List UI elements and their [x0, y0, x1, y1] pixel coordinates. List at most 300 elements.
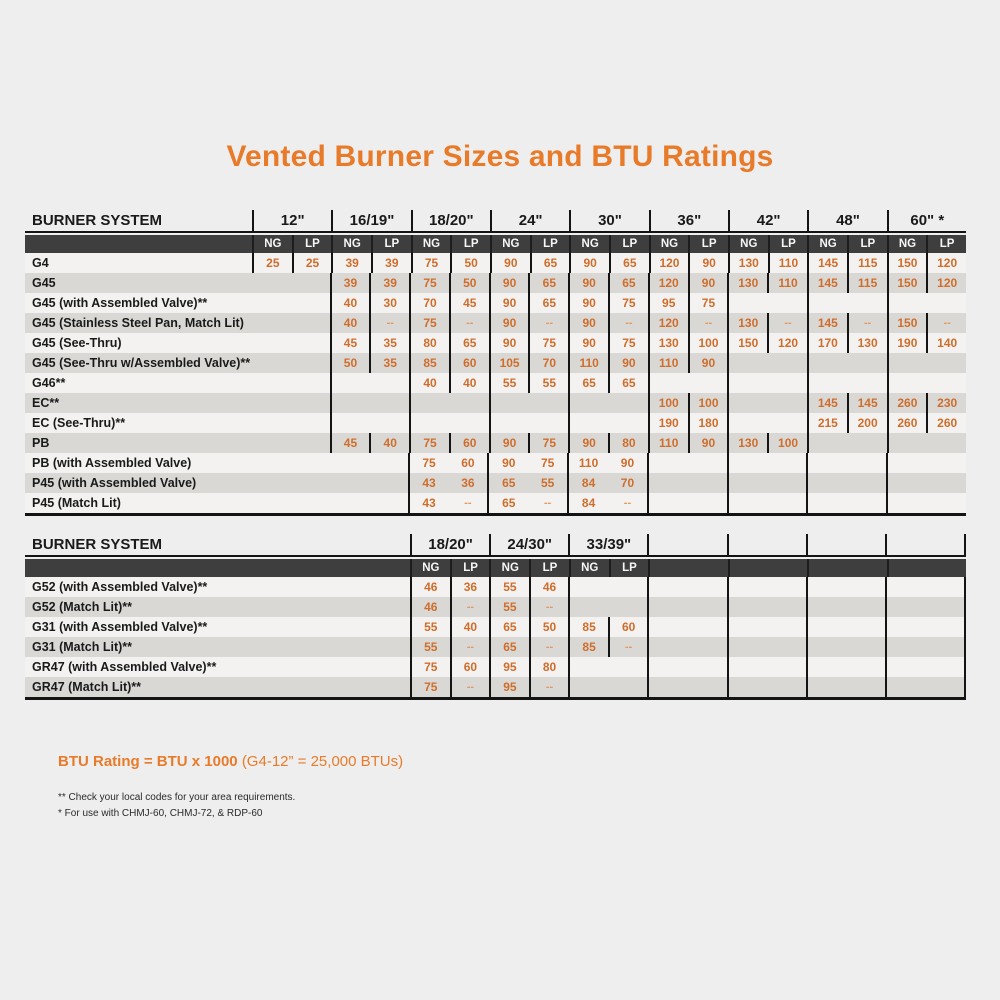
size-group-cell	[330, 493, 408, 513]
btu-value-ng	[491, 413, 530, 433]
btu-value-ng	[570, 413, 609, 433]
btu-value-lp: 60	[621, 620, 636, 634]
btu-value-ng	[729, 393, 768, 413]
btu-value-lp: 110	[778, 256, 799, 270]
burner-name: GR47 (Match Lit)**	[32, 680, 142, 694]
btu-value-ng	[252, 313, 291, 333]
size-group-cell	[568, 433, 648, 453]
table-row	[25, 373, 966, 393]
fuel-header-ng: NG	[413, 235, 453, 253]
btu-value-ng	[649, 453, 688, 473]
btu-value-ng: 260	[889, 413, 929, 433]
btu-value-lp: 36	[461, 476, 475, 490]
size-group-cell	[252, 273, 330, 293]
size-group-cell	[330, 273, 410, 293]
btu-value-ng: 75	[422, 456, 436, 470]
table1-rows	[25, 253, 966, 513]
btu-value-ng	[729, 597, 768, 617]
btu-value-ng: 65	[570, 373, 610, 393]
size-group-cell	[649, 253, 728, 273]
btu-value-lp	[688, 677, 727, 697]
btu-value-lp	[291, 473, 330, 493]
burner-name: G52 (Match Lit)**	[32, 600, 133, 614]
btu-value-lp: 40	[463, 620, 478, 634]
btu-value-ng	[808, 473, 847, 493]
btu-value-ng: 215	[809, 413, 849, 433]
size-group-cell	[648, 413, 728, 433]
btu-value-lp	[291, 353, 330, 373]
btu-value-lp	[927, 293, 966, 313]
size-group-cell	[330, 333, 410, 353]
btu-value-ng	[808, 597, 847, 617]
size-group-cell	[887, 433, 967, 453]
btu-value-lp	[291, 313, 330, 333]
btu-value-ng: 85	[570, 617, 610, 637]
btu-value-lp: --	[863, 317, 872, 329]
size-group-cell	[411, 253, 490, 273]
size-group-cell	[807, 373, 887, 393]
fuel-bar-spacer	[25, 235, 252, 253]
btu-value-ng	[252, 413, 291, 433]
btu-value-lp	[768, 493, 807, 513]
size-group-cell	[727, 313, 807, 333]
btu-value-lp: 36	[463, 580, 478, 594]
size-group-cell	[887, 313, 967, 333]
btu-value-lp: 65	[542, 296, 557, 310]
size-group-cell	[648, 273, 728, 293]
btu-value-lp: 115	[857, 276, 878, 290]
btu-value-ng: 150	[889, 253, 929, 273]
btu-value-ng: 55	[412, 617, 452, 637]
btu-value-ng: 150	[889, 313, 929, 333]
btu-value-lp	[767, 577, 806, 597]
size-group-cell	[727, 493, 807, 513]
size-group-cell	[489, 353, 569, 373]
btu-value-lp: 46	[542, 580, 557, 594]
fuel-header-ng: NG	[492, 235, 532, 253]
btu-value-lp: 130	[857, 336, 878, 350]
size-group-cell	[252, 293, 330, 313]
size-group-cell	[648, 333, 728, 353]
btu-value-ng	[729, 493, 768, 513]
table-row	[25, 293, 966, 313]
btu-value-ng	[252, 293, 291, 313]
btu-value-lp: 75	[622, 296, 636, 310]
btu-value-lp	[847, 473, 886, 493]
btu-value-lp	[369, 493, 408, 513]
btu-value-lp: 100	[778, 436, 799, 450]
burner-name: G45 (See-Thru)	[32, 336, 122, 350]
size-group-cell	[807, 273, 887, 293]
btu-value-lp: 70	[542, 356, 557, 370]
size-header	[885, 534, 966, 555]
table-row	[25, 577, 966, 597]
fuel-header-group	[887, 559, 966, 577]
btu-value-lp: 115	[858, 256, 878, 270]
size-group-cell	[807, 393, 887, 413]
fuel-header-lp: LP	[543, 238, 558, 250]
fuel-header-group	[569, 559, 648, 577]
btu-value-ng: 100	[650, 393, 690, 413]
btu-value-lp: 55	[541, 476, 555, 490]
btu-value-ng	[252, 373, 291, 393]
btu-value-ng: 90	[570, 433, 610, 453]
size-group-cell	[568, 597, 647, 617]
size-group-cell	[887, 293, 967, 313]
btu-value-ng: 110	[650, 433, 690, 453]
btu-value-lp: --	[545, 641, 554, 653]
btu-value-ng: 260	[889, 393, 929, 413]
btu-value-lp: --	[386, 317, 394, 329]
size-group-cell	[409, 293, 489, 313]
table-row	[25, 617, 966, 637]
btu-value-ng: 46	[412, 597, 452, 617]
btu-value-ng	[887, 677, 926, 697]
size-header	[806, 534, 885, 555]
btu-value-ng	[252, 453, 291, 473]
btu-value-ng: 70	[411, 293, 451, 313]
page-title: Vented Burner Sizes and BTU Ratings	[226, 140, 774, 173]
btu-value-lp: 60	[461, 456, 475, 470]
btu-value-lp: 145	[857, 396, 878, 410]
btu-value-ng: 55	[491, 577, 531, 597]
size-group-cell	[886, 453, 966, 473]
btu-value-ng: 95	[491, 657, 531, 677]
btu-value-ng: 90	[491, 313, 531, 333]
btu-value-lp: --	[943, 317, 951, 329]
fuel-header-group	[649, 235, 728, 253]
btu-value-lp	[768, 453, 807, 473]
fuel-header-lp: LP	[305, 238, 320, 250]
size-group-cell	[409, 313, 489, 333]
size-group-cell	[489, 677, 568, 697]
btu-value-ng: 190	[650, 413, 690, 433]
btu-value-lp	[291, 433, 330, 453]
size-group-cell	[568, 293, 648, 313]
size-group-cell	[727, 433, 807, 453]
btu-value-lp	[927, 373, 966, 393]
fuel-header-lp: LP	[384, 238, 400, 250]
btu-value-ng: 105	[491, 353, 531, 373]
size-group-cell	[885, 637, 966, 657]
btu-value-ng	[252, 273, 291, 293]
burner-name: G4	[32, 256, 49, 270]
size-group-cell	[648, 293, 728, 313]
btu-value-lp	[689, 373, 728, 393]
btu-value-ng: 55	[412, 637, 452, 657]
btu-value-lp: 90	[620, 456, 635, 470]
vented-burner-table-main	[25, 210, 966, 516]
btu-value-ng: 65	[491, 617, 531, 637]
fuel-header-lp: LP	[622, 238, 638, 250]
btu-value-ng: 90	[571, 253, 611, 273]
btu-value-ng	[808, 657, 847, 677]
btu-value-lp: 50	[463, 276, 477, 290]
btu-value-ng: 75	[412, 657, 452, 677]
size-group-cell	[569, 253, 648, 273]
btu-value-ng	[252, 393, 291, 413]
table-row	[25, 313, 966, 333]
btu-value-lp: 80	[542, 660, 557, 674]
btu-value-ng: 25	[254, 253, 294, 273]
size-group-cell	[807, 433, 887, 453]
btu-value-lp: --	[623, 497, 632, 509]
btu-value-lp: 65	[622, 376, 636, 390]
btu-value-lp	[847, 493, 886, 513]
fuel-header-group	[410, 559, 489, 577]
btu-value-lp	[846, 677, 885, 697]
size-group-cell	[807, 333, 887, 353]
size-group-cell	[252, 373, 330, 393]
btu-value-lp	[688, 453, 727, 473]
btu-value-lp: 35	[383, 356, 397, 370]
btu-value-ng	[888, 453, 927, 473]
btu-value-ng: 90	[491, 273, 531, 293]
btu-value-ng: 85	[411, 353, 451, 373]
table-row	[25, 473, 966, 493]
btu-value-ng	[729, 677, 768, 697]
size-group-cell	[807, 313, 887, 333]
btu-value-ng	[729, 293, 768, 313]
btu-value-lp	[609, 393, 648, 413]
btu-value-lp: --	[545, 601, 554, 613]
btu-value-ng: 95	[650, 293, 690, 313]
btu-value-lp	[768, 353, 807, 373]
burner-name: G45 (with Assembled Valve)**	[32, 296, 208, 310]
btu-value-ng: 50	[332, 353, 372, 373]
btu-value-lp	[291, 453, 330, 473]
burner-system-header: BURNER SYSTEM	[32, 212, 163, 229]
btu-value-lp: 65	[623, 256, 637, 270]
btu-value-ng: 90	[570, 273, 610, 293]
btu-value-ng	[649, 597, 688, 617]
btu-value-lp: 60	[463, 356, 477, 370]
fuel-header-group	[252, 235, 331, 253]
burner-name: G52 (with Assembled Valve)**	[32, 580, 208, 594]
btu-value-lp	[767, 617, 806, 637]
table2-fuel-header-bar	[25, 559, 966, 577]
btu-value-ng	[411, 413, 450, 433]
btu-value-lp: 60	[463, 436, 477, 450]
size-group-cell	[806, 597, 885, 617]
btu-value-lp: --	[704, 317, 713, 329]
burner-name: P45 (Match Lit)	[32, 496, 121, 510]
btu-value-ng	[729, 473, 768, 493]
fuel-header-ng: NG	[254, 235, 294, 253]
btu-value-ng	[729, 637, 768, 657]
btu-value-lp	[529, 413, 568, 433]
btu-value-ng: 90	[491, 333, 531, 353]
btu-value-lp	[925, 617, 964, 637]
btu-value-lp	[370, 393, 409, 413]
size-group-cell	[331, 253, 410, 273]
size-group-cell	[727, 577, 806, 597]
btu-value-lp	[927, 453, 966, 473]
burner-name: G46**	[32, 376, 66, 390]
btu-value-lp: --	[545, 681, 554, 693]
size-group-cell	[887, 413, 967, 433]
size-group-cell	[409, 333, 489, 353]
size-group-cell	[330, 313, 410, 333]
btu-value-ng	[570, 393, 609, 413]
btu-value-ng	[252, 333, 291, 353]
size-group-cell	[727, 453, 807, 473]
btu-value-lp	[848, 433, 887, 453]
size-group-cell	[409, 373, 489, 393]
burner-name: P45 (with Assembled Valve)	[32, 476, 197, 490]
fuel-header-lp: LP	[463, 562, 478, 574]
btu-value-ng	[809, 353, 848, 373]
size-group-cell	[806, 637, 885, 657]
btu-value-ng: 40	[332, 313, 372, 333]
fuel-header-group	[887, 235, 966, 253]
btu-value-lp: --	[466, 317, 474, 329]
size-group-cell	[330, 473, 408, 493]
btu-value-lp: 230	[937, 396, 958, 410]
size-group-cell	[489, 413, 569, 433]
size-group-cell	[489, 393, 569, 413]
size-group-cell	[410, 677, 489, 697]
size-group-cell	[647, 493, 727, 513]
size-header: 36"	[649, 210, 728, 231]
size-group-cell	[252, 393, 330, 413]
btu-value-lp: 120	[937, 256, 958, 270]
fuel-header-group	[807, 235, 886, 253]
btu-value-lp	[688, 617, 727, 637]
btu-value-ng	[252, 433, 291, 453]
size-group-cell	[568, 313, 648, 333]
size-group-cell	[727, 273, 807, 293]
size-header: 48"	[807, 210, 886, 231]
size-group-cell	[330, 293, 410, 313]
btu-value-lp	[925, 677, 964, 697]
btu-value-ng	[649, 617, 688, 637]
btu-value-ng	[650, 373, 689, 393]
table-row	[25, 433, 966, 453]
fuel-bar-spacer	[25, 559, 410, 577]
size-group-cell	[885, 577, 966, 597]
btu-value-lp: 90	[701, 356, 716, 370]
btu-value-lp	[291, 293, 330, 313]
size-group-cell	[806, 493, 886, 513]
btu-value-ng: 110	[650, 353, 690, 373]
btu-value-lp: 75	[622, 336, 636, 350]
size-group-cell	[568, 637, 647, 657]
btu-value-lp: 39	[385, 256, 399, 270]
btu-value-lp	[768, 373, 807, 393]
btu-value-ng: 55	[491, 373, 531, 393]
btu-value-ng	[887, 577, 926, 597]
btu-value-ng	[729, 617, 768, 637]
size-group-cell	[489, 597, 568, 617]
btu-value-lp: 120	[778, 336, 799, 350]
size-group-cell	[567, 473, 647, 493]
size-group-cell	[648, 313, 728, 333]
size-group-cell	[727, 413, 807, 433]
btu-value-ng: 40	[332, 293, 372, 313]
size-group-cell	[252, 313, 330, 333]
btu-value-ng	[887, 597, 926, 617]
btu-value-lp: 90	[701, 276, 716, 290]
size-group-cell	[887, 353, 967, 373]
size-group-cell	[727, 353, 807, 373]
btu-value-lp	[848, 353, 887, 373]
btu-value-lp: 110	[778, 276, 798, 290]
btu-value-ng: 85	[570, 637, 610, 657]
table-row	[25, 597, 966, 617]
btu-value-lp	[609, 597, 648, 617]
table-row	[25, 493, 966, 513]
btu-value-lp	[927, 433, 966, 453]
btu-value-lp	[688, 577, 727, 597]
btu-value-ng: 145	[809, 313, 849, 333]
btu-value-ng	[252, 473, 291, 493]
size-header	[727, 534, 806, 555]
burner-name: G31 (with Assembled Valve)**	[32, 620, 208, 634]
size-group-cell	[727, 617, 806, 637]
size-group-cell	[487, 493, 567, 513]
btu-value-ng	[809, 373, 848, 393]
fuel-header-ng: NG	[333, 235, 373, 253]
btu-rating-example: (G4-12” = 25,000 BTUs)	[241, 753, 404, 770]
size-group-cell	[409, 413, 489, 433]
btu-value-ng	[649, 577, 688, 597]
btu-value-lp	[846, 657, 885, 677]
btu-value-ng	[330, 493, 369, 513]
fuel-header-group	[411, 235, 490, 253]
btu-value-lp: 60	[463, 660, 478, 674]
btu-value-lp	[688, 657, 727, 677]
btu-value-lp	[369, 453, 408, 473]
btu-value-ng: 130	[730, 253, 770, 273]
fuel-header-group	[490, 235, 569, 253]
btu-value-lp: 75	[541, 456, 555, 470]
btu-value-lp	[291, 393, 330, 413]
btu-value-ng: 39	[332, 273, 372, 293]
btu-value-lp: 75	[542, 436, 557, 450]
btu-value-ng: 170	[809, 333, 849, 353]
btu-value-lp	[767, 597, 806, 617]
size-group-cell	[807, 353, 887, 373]
btu-value-lp	[291, 373, 330, 393]
size-group-cell	[409, 393, 489, 413]
size-group-cell	[568, 413, 648, 433]
btu-value-ng	[729, 353, 768, 373]
btu-value-lp	[767, 657, 806, 677]
btu-value-ng: 90	[492, 253, 532, 273]
size-group-cell	[408, 493, 488, 513]
btu-value-ng	[808, 453, 847, 473]
size-group-cell	[647, 473, 727, 493]
btu-value-lp	[291, 273, 330, 293]
btu-value-lp: --	[466, 641, 475, 653]
size-group-cell	[648, 353, 728, 373]
btu-value-lp	[370, 373, 409, 393]
btu-value-ng: 120	[651, 253, 691, 273]
size-group-cell	[252, 253, 331, 273]
size-header: 16/19"	[331, 210, 410, 231]
fuel-header-lp: LP	[939, 238, 955, 250]
burner-name: G45 (Stainless Steel Pan, Match Lit)	[32, 316, 244, 330]
size-header: 12"	[252, 210, 331, 231]
btu-value-lp: 80	[622, 436, 636, 450]
content-area	[25, 210, 966, 819]
size-group-cell	[330, 353, 410, 373]
size-group-cell	[806, 473, 886, 493]
btu-value-ng	[332, 393, 371, 413]
btu-value-ng: 145	[809, 393, 849, 413]
btu-value-ng: 75	[411, 433, 451, 453]
